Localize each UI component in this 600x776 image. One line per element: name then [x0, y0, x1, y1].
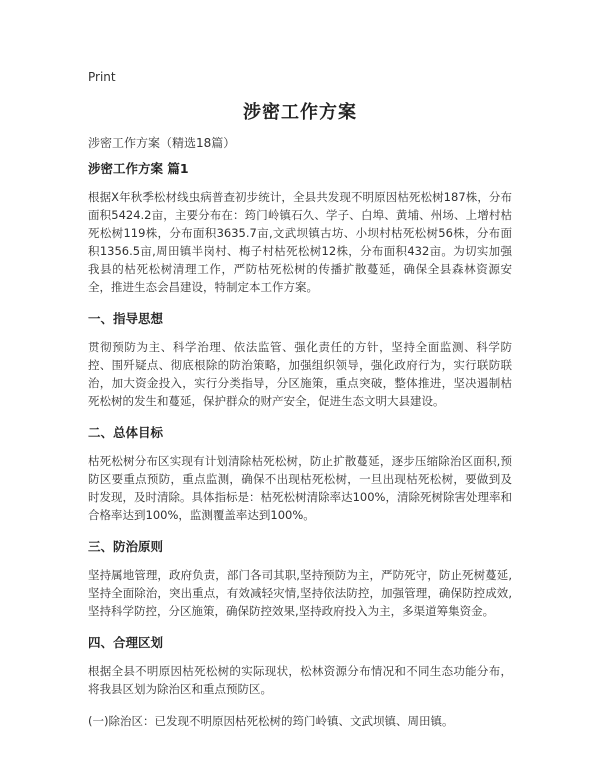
- intro-paragraph: 根据X年秋季松材线虫病普查初步统计，全县共发现不明原因枯死松树187株，分布面积5424.2亩，主要分布在：筠门岭镇石久、学子、白埠、黄埔、州场、上增村枯死松树119株，分布面积3635.7亩,文武坝镇古坊、小坝村枯死松树56株，分布面积1356.5亩,周田镇半岗村、梅子村枯死松树12株，分布面积432亩。为切实加强我县的枯死松树清理工作，严防枯死松树的传播扩散蔓延，确保全县森林资源安全，推进生态会昌建设，特制定本工作方案。: [88, 190, 512, 294]
- section-paragraph: 贯彻预防为主、科学治理、依法监管、强化责任的方针，坚持全面监测、科学防控、围歼疑点、彻底根除的防治策略，加强组织领导，强化政府行为，实行联防联治，加大资金投入，实行分类指导，分区施策，重点突破，整体推进，坚决遏制枯死松树的发生和蔓延，保护群众的财产安全，促进生态文明大县建设。: [88, 340, 512, 408]
- section-heading: 一、指导思想: [88, 311, 164, 326]
- document-body: [88, 160, 512, 744]
- section-paragraph: 枯死松树分布区实现有计划清除枯死松树，防止扩散蔓延，逐步压缩除治区面积,预防区要重点预防，重点监测，确保不出现枯死松树，一旦出现枯死松树，要做到及时发现，及时清除。具体指标是：枯死松树清除率达100%，清除死树除害处理率和合格率达到100%，监测覆盖率达到100%。: [88, 454, 512, 522]
- article-heading: 涉密工作方案 篇1: [88, 161, 189, 176]
- print-label[interactable]: Print: [88, 70, 116, 84]
- section-paragraph: 坚持属地管理，政府负责，部门各司其职,坚持预防为主，严防死守，防止死树蔓延,坚持全面除治，突出重点，有效减轻灾情,坚持依法防控，加强管理，确保防控成效,坚持科学防控，分区施策，确保防控效果,坚持政府投入为主，多渠道筹集资金。: [88, 568, 512, 618]
- section-paragraph: 根据全县不明原因枯死松树的实际现状，松林资源分布情况和不同生态功能分布，将我县区划为除治区和重点预防区。: [88, 664, 512, 696]
- document-subtitle: 涉密工作方案（精选18篇）: [88, 136, 236, 150]
- section-heading: 四、合理区划: [88, 635, 164, 650]
- subsection-paragraph: (一)除治区：已发现不明原因枯死松树的筠门岭镇、文武坝镇、周田镇。: [88, 714, 454, 728]
- section-heading: 二、总体目标: [88, 425, 164, 440]
- page-title: 涉密工作方案: [243, 102, 357, 123]
- section-heading: 三、防治原则: [88, 539, 164, 554]
